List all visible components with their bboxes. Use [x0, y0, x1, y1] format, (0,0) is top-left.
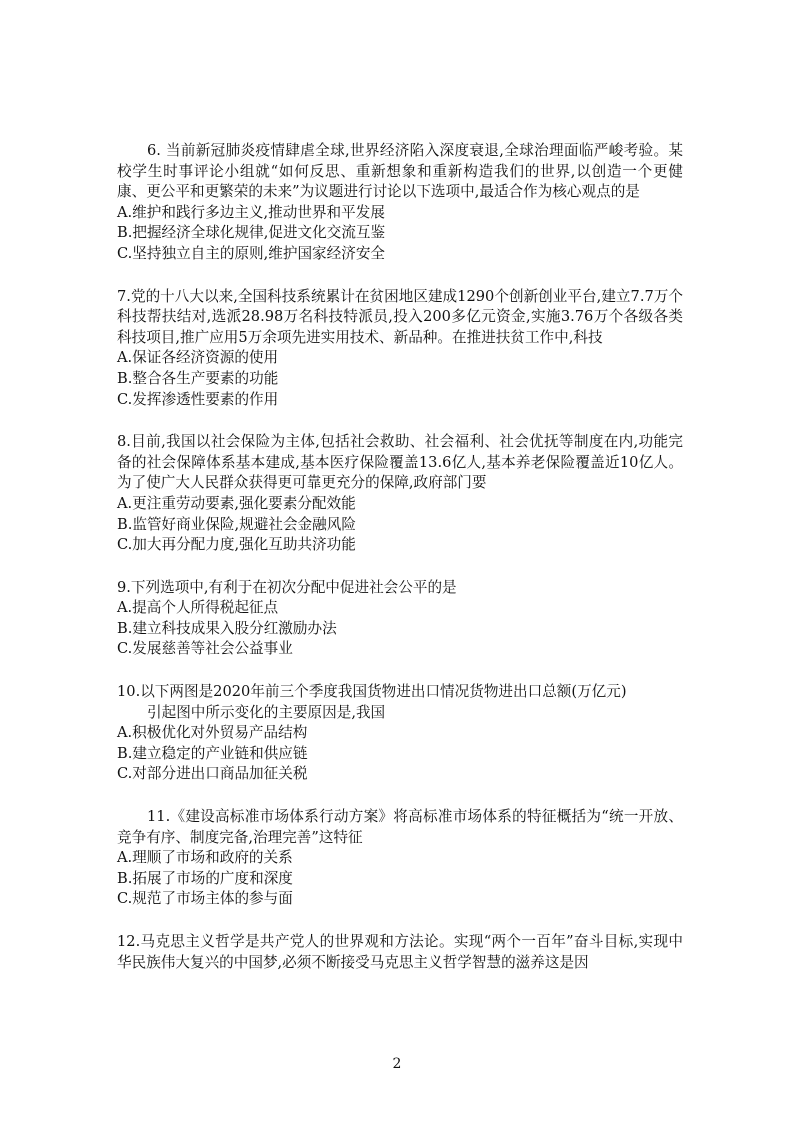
option-b: B.拓展了市场的广度和深度	[117, 869, 293, 887]
question-6	[117, 141, 683, 265]
option-a: A.理顺了市场和政府的关系	[117, 849, 293, 867]
option-b: B.把握经济全球化规律,促进文化交流互鉴	[117, 224, 386, 242]
question-stem: 7.党的十八大以来,全国科技系统累计在贫困地区建成1290个创新创业平台,建立7.7万个科技帮扶结对,选派28.98万名科技特派员,投入200多亿元资金,实施3.76万个各级各类科技项目,推广应用5万余项先进实用技术、新品种。在推进扶贫工作中,科技	[117, 287, 683, 346]
question-stem: 12.马克思主义哲学是共产党人的世界观和方法论。实现“两个一百年”奋斗目标,实现中华民族伟大复兴的中国梦,必须不断接受马克思主义哲学智慧的滋养这是因	[117, 933, 683, 971]
option-b: B.建立稳定的产业链和供应链	[117, 744, 308, 762]
option-b: B.整合各生产要素的功能	[117, 369, 279, 387]
question-9	[117, 578, 683, 660]
question-list	[117, 141, 683, 995]
question-8	[117, 432, 683, 556]
option-a: A.积极优化对外贸易产品结构	[117, 724, 308, 742]
option-b: B.监管好商业保险,规避社会金融风险	[117, 515, 356, 533]
question-stem: 9.下列选项中,有利于在初次分配中促进社会公平的是	[117, 578, 457, 596]
option-c: C.发挥渗透性要素的作用	[117, 390, 279, 408]
option-a: A.维护和践行多边主义,推动世界和平发展	[117, 203, 385, 221]
question-12	[117, 932, 683, 973]
question-stem: 8.目前,我国以社会保险为主体,包括社会救助、社会福利、社会优抚等制度在内,功能完备的社会保障体系基本建成,基本医疗保险覆盖13.6亿人,基本养老保险覆盖近10亿人。为了使广大人民群众获得更可靠更充分的保障,政府部门要	[117, 433, 683, 492]
page-number: 2	[392, 1056, 402, 1072]
option-c: C.对部分进出口商品加征关税	[117, 765, 308, 783]
option-b: B.建立科技成果入股分红激励办法	[117, 619, 337, 637]
option-a: A.保证各经济资源的使用	[117, 349, 279, 367]
question-11	[117, 807, 683, 910]
option-c: C.发展慈善等社会公益事业	[117, 640, 293, 658]
question-stem-continued: 引起图中所示变化的主要原因是,我国	[147, 703, 386, 721]
option-a: A.提高个人所得税起征点	[117, 599, 279, 617]
question-7	[117, 287, 683, 411]
option-c: C.规范了市场主体的参与面	[117, 890, 293, 908]
option-c: C.加大再分配力度,强化互助共济功能	[117, 536, 356, 554]
question-stem: 10.以下两图是2020年前三个季度我国货物进出口情况货物进出口总额(万亿元)	[117, 683, 627, 701]
option-a: A.更注重劳动要素,强化要素分配效能	[117, 494, 356, 512]
question-10	[117, 682, 683, 785]
option-c: C.坚持独立自主的原则,维护国家经济安全	[117, 244, 386, 262]
question-stem: 6. 当前新冠肺炎疫情肆虐全球,世界经济陷入深度衰退,全球治理面临严峻考验。某校学生时事评论小组就“如何反思、重新想象和重新构造我们的世界,以创造一个更健康、更公平和更繁荣的未来”为议题进行讨论以下选项中,最适合作为核心观点的是	[117, 142, 683, 201]
question-stem: 11.《建设高标准市场体系行动方案》将高标准市场体系的特征概括为“统一开放、竞争有序、制度完备,治理完善”这特征	[117, 808, 683, 846]
